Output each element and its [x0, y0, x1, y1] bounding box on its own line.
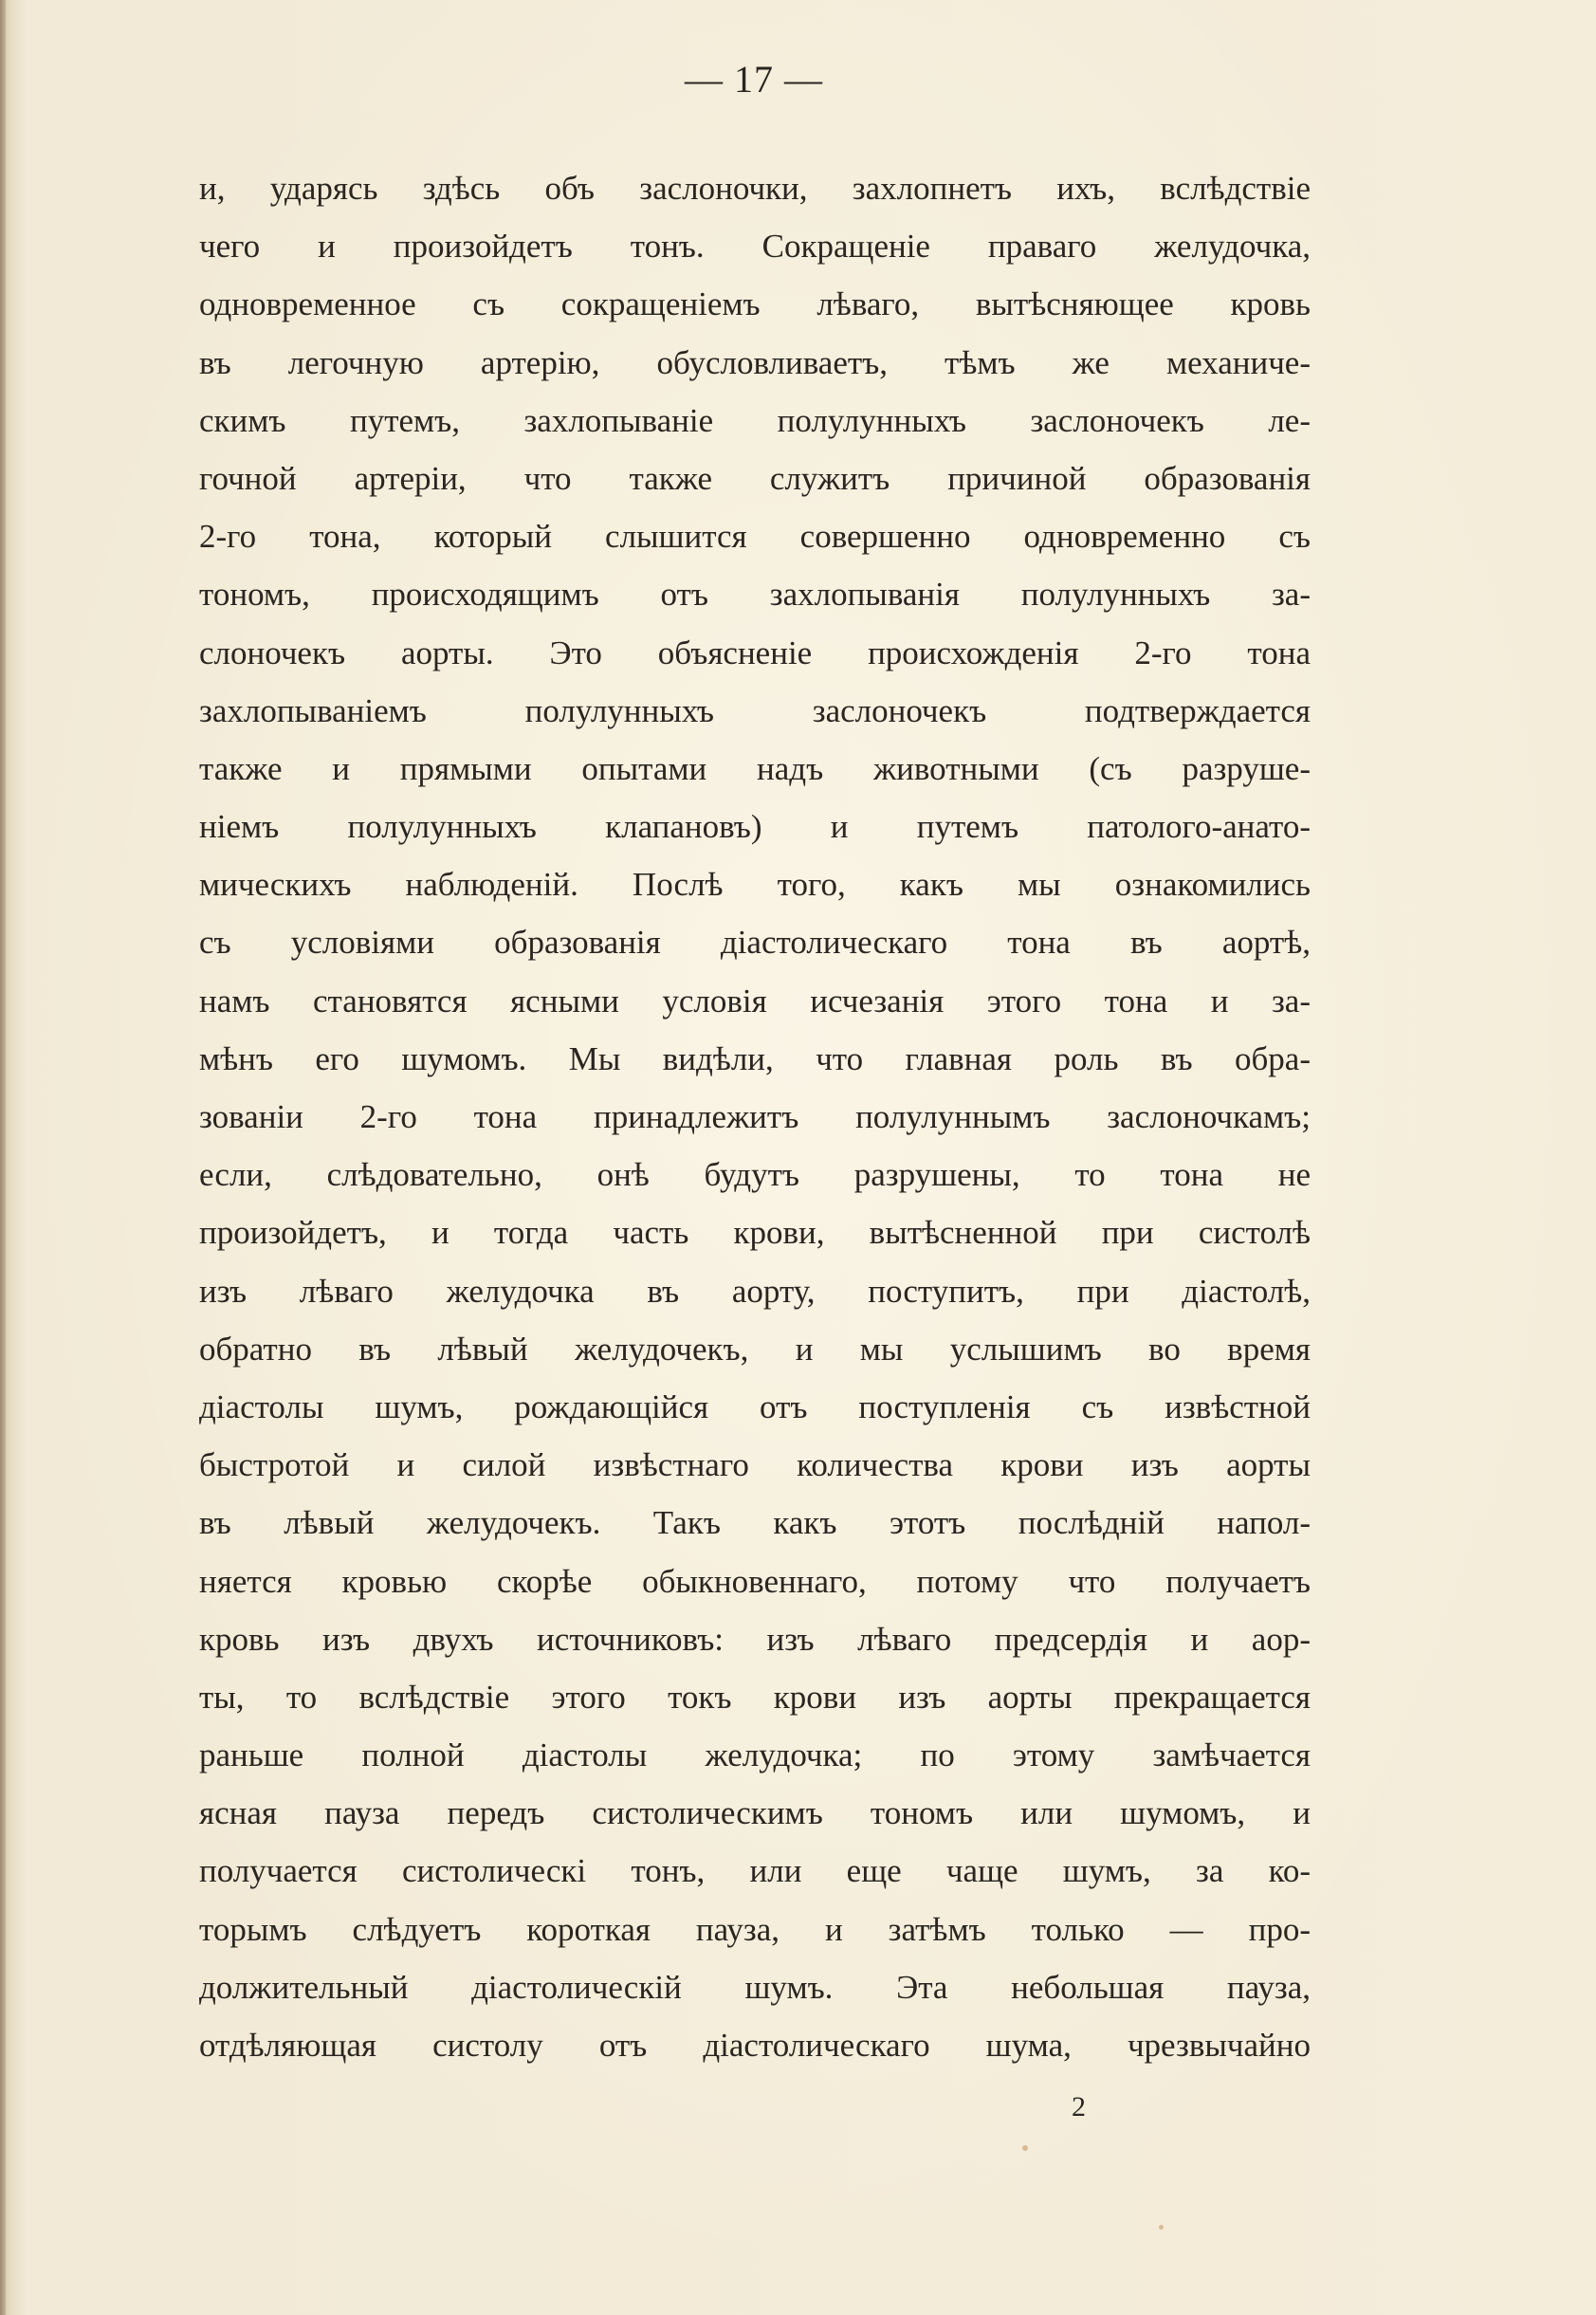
text-line: быстротой и силой извѣстнаго количества крови изъ аорты: [199, 1446, 1311, 1484]
text-line: раньше полной діастолы желудочка; по этому замѣчается: [199, 1736, 1311, 1774]
text-line: тономъ, происходящимъ отъ захлопыванія полулунныхъ за-: [199, 576, 1311, 614]
text-line: ты, то вслѣдствіе этого токъ крови изъ аорты прекращается: [199, 1678, 1311, 1716]
text-line: въ лѣвый желудочекъ. Такъ какъ этотъ послѣдній напол-: [199, 1504, 1311, 1542]
paper-speck: [1022, 2145, 1028, 2151]
text-line: произойдетъ, и тогда часть крови, вытѣсненной при систолѣ: [199, 1214, 1311, 1252]
text-line: должительный діастолическій шумъ. Эта небольшая пауза,: [199, 1968, 1311, 2006]
text-line: также и прямыми опытами надъ животными (съ разруше-: [199, 749, 1311, 787]
text-line: если, слѣдовательно, онѣ будутъ разрушены, то тона не: [199, 1156, 1311, 1194]
text-line: кровь изъ двухъ источниковъ: изъ лѣваго предсердія и аор-: [199, 1620, 1311, 1658]
text-line: въ легочную артерію, обусловливаетъ, тѣмъ же механиче-: [199, 343, 1311, 381]
text-line: 2-го тона, который слышится совершенно одновременно съ: [199, 518, 1311, 556]
text-line: скимъ путемъ, захлопываніе полулунныхъ заслоночекъ ле-: [199, 401, 1311, 439]
text-line: торымъ слѣдуетъ короткая пауза, и затѣмъ только — про-: [199, 1910, 1311, 1948]
text-line: мѣнъ его шумомъ. Мы видѣли, что главная роль въ обра-: [199, 1039, 1311, 1077]
text-line: діастолы шумъ, рождающійся отъ поступленія съ извѣстной: [199, 1387, 1311, 1425]
page-number: — 17 —: [685, 58, 823, 101]
text-line: съ условіями образованія діастолическаго тона въ аортѣ,: [199, 924, 1311, 962]
paper-speck: [1159, 2225, 1164, 2230]
text-line: намъ становятся ясными условія исчезанія этого тона и за-: [199, 982, 1311, 1020]
text-line: отдѣляющая систолу отъ діастолическаго шума, чрезвычайно: [199, 2027, 1311, 2064]
text-line: няется кровью скорѣе обыкновеннаго, потому что получаетъ: [199, 1562, 1311, 1600]
text-line: ніемъ полулунныхъ клапановъ) и путемъ патолого-анато-: [199, 808, 1311, 846]
text-line: обратно въ лѣвый желудочекъ, и мы услышимъ во время: [199, 1330, 1311, 1368]
text-line: ясная пауза передъ систолическимъ тономъ или шумомъ, и: [199, 1794, 1311, 1832]
page-binding-edge: [0, 0, 6, 2315]
text-line: и, ударясь здѣсь объ заслоночки, захлопнетъ ихъ, вслѣдствіе: [199, 170, 1311, 207]
text-line: мическихъ наблюденій. Послѣ того, какъ мы ознакомились: [199, 866, 1311, 904]
text-line: захлопываніемъ полулунныхъ заслоночекъ подтверждается: [199, 691, 1311, 729]
signature-mark: 2: [1072, 2091, 1086, 2122]
text-line: одновременное съ сокращеніемъ лѣваго, вытѣсняющее кровь: [199, 285, 1311, 323]
text-line: изъ лѣваго желудочка въ аорту, поступитъ, при діастолѣ,: [199, 1272, 1311, 1310]
text-line: слоночекъ аорты. Это объясненіе происхожденія 2-го тона: [199, 634, 1311, 671]
text-line: получается систолическі тонъ, или еще чаще шумъ, за ко-: [199, 1852, 1311, 1890]
text-line: чего и произойдетъ тонъ. Сокращеніе праваго желудочка,: [199, 228, 1311, 266]
text-line: зованіи 2-го тона принадлежитъ полулуннымъ заслоночкамъ;: [199, 1098, 1311, 1135]
text-line: гочной артеріи, что также служитъ причиной образованія: [199, 459, 1311, 497]
body-text: [199, 159, 1311, 2074]
